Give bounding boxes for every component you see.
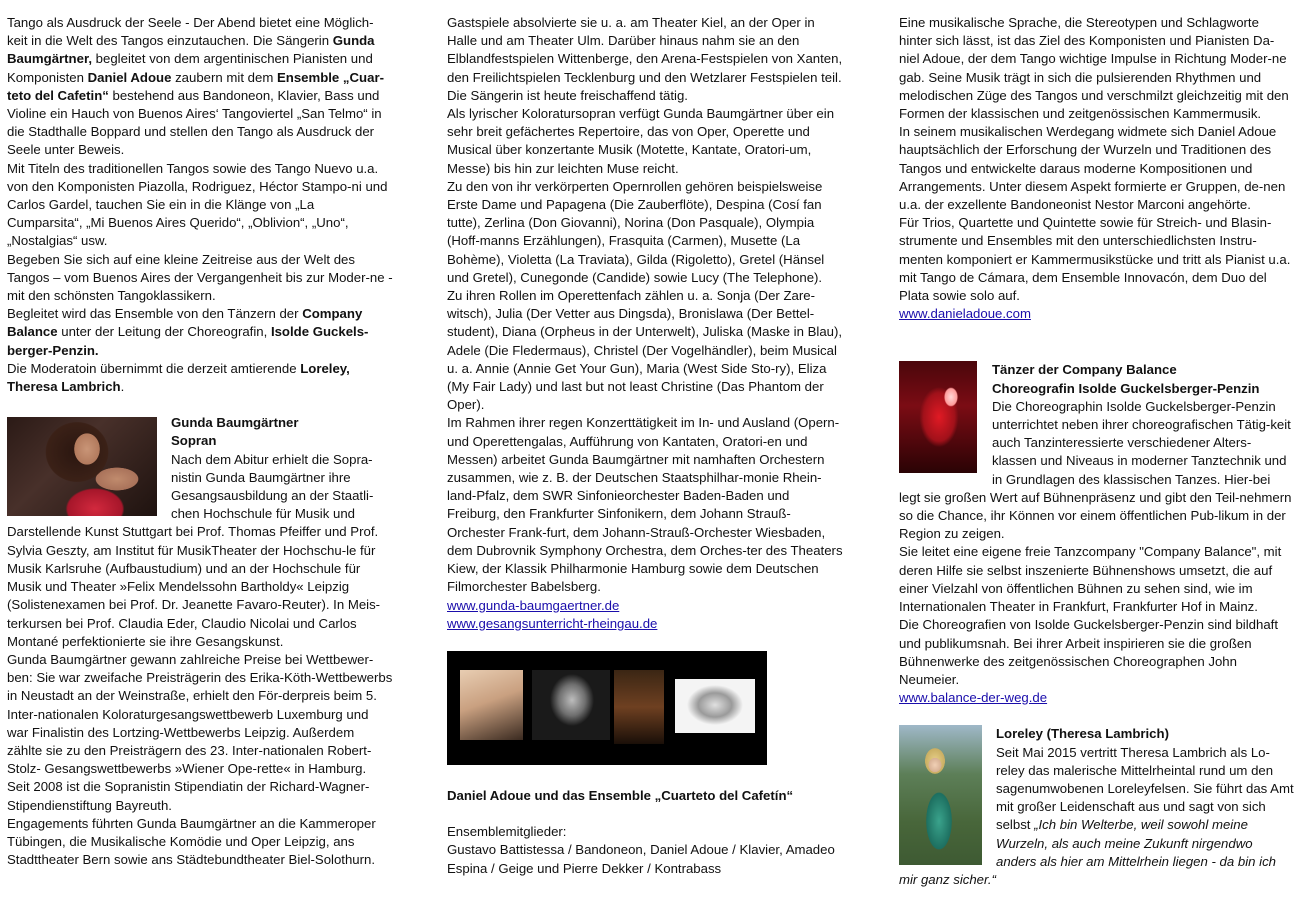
- singer-bio: [7, 414, 393, 869]
- column-left: [7, 14, 393, 869]
- adoue-compositions: Für Trios, Quartette und Quintette sowie für Streich- und Blasin-strumente und Ensembles mit den unterschiedlichsten Instru-menten komponiert er Kammermusikstücke und tritt als Pianist u.a. mit Tango de Cámara, dem Ensemble Innovacón, dem Duo del Plata sowie solo auf.: [899, 215, 1291, 304]
- bandoneon-player-photo: [460, 670, 523, 740]
- dance-heading-choreographer: Choreografin Isolde Guckelsberger-Penzin: [992, 380, 1260, 396]
- concert-activity: Im Rahmen ihrer regen Konzerttätigkeit im In- und Ausland (Opern- und Operettengalas, Aufführung von Kantaten, Oratori-en und Messen) arbeitet Gunda Baumgärtner mit namhaften Orchestern zusammen, wie z. B. der Deutschen Staatsphilhar-monie Rhein-land-Pfalz, dem SWR Sinfonieorchester Baden-Baden und Freiburg, den Frankfurter Sinfonikern, dem Johann Strauß-Orchester Frank-furt, dem Johann-Strauß-Orchester Wiesbaden, dem Dubrovnik Symphony Orchestra, dem Orches-ter des Theaters Kiew, der Klassik Philharmonie Hamburg sowie dem Deutschen Filmorchester Babelsberg.: [447, 415, 843, 595]
- intro-paragraph-moderation: Die Moderatoin übernimmt die derzeit amtierende Loreley, Theresa Lambrich.: [7, 360, 350, 395]
- adoue-bio-intro: Eine musikalische Sprache, die Stereotypen und Schlagworte hinter sich lässt, ist das Ziel des Komponisten und Pianisten Da-niel Adoue, der dem Tango wichtige Impulse in Richtung Moder-ne gab. Seine Musik trägt in sich die pulsierenden Rhythmen und melodischen Züge des Tangos und verschmilzt gleichzeitig mit den Formen der klassischen und zeitgenössischen Kammermusik.: [899, 15, 1289, 122]
- intro-paragraph-titles: Mit Titeln des traditionellen Tangos sowie des Tango Nuevo u.a. von den Komponisten Piazolla, Rodriguez, Héctor Stampo-ni und Carlos Gardel, tauchen Sie ein in die Klänge von „La Cumparsita“, „Mi Buenos Aires Querido“, „Oblivion“, „Uno“, „Nostalgias“ usw.: [7, 160, 388, 249]
- singer-website-link[interactable]: www.gunda-baumgaertner.de: [447, 597, 620, 613]
- singing-lessons-link[interactable]: www.gesangsunterricht-rheingau.de: [447, 615, 658, 631]
- loreley-heading: Loreley (Theresa Lambrich): [996, 726, 1169, 742]
- singer-bio-text: Nach dem Abitur erhielt die Sopra-nistin Gunda Baumgärtner ihre Gesangsausbildung an der Staatli-chen Hochschule für Musik und Darstellende Kunst Stuttgart bei Prof. Thomas Pfeiffer und Prof. Sylvia Geszty, am Institut für MusikTheater der Hochschu-le für Musik Karlsruhe (Aufbaustudium) und an der Hochschule für Musik und Theater »Felix Mendelssohn Bartholdy« Leipzig (Solistenexamen bei Prof. Dr. Jeanette Favaro-Reuter). In Meis-terkursen bei Prof. Claudia Eder, Claudio Nicolai und Carlos Montané perfektionierte sie ihre Gesangskunst.: [7, 451, 381, 649]
- singer-prizes: Gunda Baumgärtner gewann zahlreiche Preise bei Wettbewer-ben: Sie war zweifache Preisträgerin des Erika-Köth-Wettbewerbs in Neustadt an der Weinstraße, erhielt den För-derpreis beim 5. Inter-nationalen Koloraturgesangswettbewerb Luxemburg und war Finalistin des Lortzing-Wettbewerbs Leipzig. Außerdem zählte sie zu den Preisträgern des 23. Inter-nationalen Robert-Stolz- Gesangswettbewerbs »Wiener Ope-rette« in Hamburg.: [7, 651, 393, 777]
- singer-role: Sopran: [171, 433, 217, 449]
- repertoire: Als lyrischer Koloratursopran verfügt Gunda Baumgärtner über ein sehr breit gefächertes Repertoire, das von Oper, Operette und Musical über konzertante Musik (Motette, Kantate, Oratori-um, Messe) bis hin zur leichten Muse reicht.: [447, 106, 835, 176]
- dance-bio: [899, 361, 1294, 707]
- loreley-quote: „Ich bin Welterbe, weil sowohl meine Wurzeln, als auch meine Zukunft nirgendwo anders als hier am Mittelrhein liegen - da bin ich mir ganz sicher.“: [899, 817, 1277, 887]
- ensemble-photo-strip: [447, 651, 767, 765]
- guest-performances: Gastspiele absolvierte sie u. a. am Theater Kiel, an der Oper in Halle und am Theater Ulm. Darüber hinaus nahm sie an den Elblandfestspielen Wittenberge, den Arena-Festspielen von Xanten, den Freilichtspielen Tecklenburg und den Wetzlarer Festspielen teil. Die Sängerin ist heute freischaffend tätig.: [447, 15, 843, 103]
- intro-paragraph: Tango als Ausdruck der Seele - Der Abend bietet eine Möglich-keit in die Welt des Tangos einzutauchen. Die Sängerin Gunda Baumgärtner, begleitet von dem argentinischen Pianisten und Komponisten Daniel Adoue zaubern mit dem Ensemble „Cuar-teto del Cafetin“ bestehend aus Bandoneon, Klavier, Bass und Violine ein Hauch von Buenos Aires‘ Tangoviertel „San Telmo“ in die Stadthalle Boppard und stellen den Tango als Ausdruck der Seele unter Beweis.: [7, 15, 384, 158]
- singer-name: Gunda Baumgärtner: [171, 415, 299, 431]
- singer-scholarship: Seit 2008 ist die Sopranistin Stipendiatin der Richard-Wagner-Stipendienstiftung Bayreuth.: [7, 779, 370, 813]
- adoue-website-link[interactable]: www.danieladoue.com: [899, 306, 1031, 322]
- company-bio: Sie leitet eine eigene freie Tanzcompany "Company Balance", mit deren Hilfe sie selbst inszenierte Bühnenshows umsetzt, die auf einer Vielzahl von öffentlichen Bühnen zu sehen sind, wie im Internationalen Theater in Frankfurt, Frankfurter Hof in Mainz.: [899, 544, 1282, 615]
- balance-website-link[interactable]: www.balance-der-weg.de: [899, 690, 1048, 706]
- adoue-career: In seinem musikalischen Werdegang widmete sich Daniel Adoue hauptsächlich der Erforschung der Wurzeln und Traditionen des Tangos und entwickelte daraus moderne Kompositionen und Arrangements. Unter diesem Aspekt formierte er Gruppen, de-nen u.a. der exzellente Bandoneonist Nestor Marconi angehörte.: [899, 124, 1286, 213]
- members-list: Gustavo Battistessa / Bandoneon, Daniel Adoue / Klavier, Amadeo Espina / Geige und Pierre Dekker / Kontrabass: [447, 842, 835, 876]
- choreographer-bio: Die Choreographin Isolde Guckelsberger-Penzin unterrichtet neben ihrer choreografischen Tätig-keit auch Tanzinteressierte verschiedener Alters-klassen und Niveaus in moderner Tanztechnik und in Grundlagen des klassischen Tanzes. Hier-bei legt sie großen Wert auf Bühnenpräsenz und gibt den Teil-nehmern so die Chance, ihr Können vor einem öffentlichen Pub-likum in der Region zu zeigen.: [899, 398, 1292, 542]
- singer-photo: [7, 417, 157, 516]
- pianist-photo: [532, 670, 610, 740]
- singer-engagements: Engagements führten Gunda Baumgärtner an die Kammeroper Tübingen, die Musikalische Komödie und Oper Leipzig, ans Stadttheater Bern sowie ans Städtebundtheater Biel-Solothurn.: [7, 815, 376, 868]
- column-right: [899, 14, 1294, 889]
- bassist-photo: [675, 679, 755, 733]
- dance-heading-company: Tänzer der Company Balance: [992, 362, 1177, 378]
- loreley-photo: [899, 725, 982, 865]
- opera-roles: Zu den von ihr verkörperten Opernrollen gehören beispielsweise Erste Dame und Papagena (Die Zauberflöte), Despina (Cosí fan tutte), Zerlina (Don Giovanni), Norina (Don Pasquale), Olympia (Hoff-manns Erzählungen), Frasquita (Carmen), Musette (La Bohème), Violetta (La Traviata), Gilda (Rigoletto), Gretel (Hänsel und Gretel), Cunegonde (Candide) sowie Lucy (The Telephone).: [447, 178, 825, 285]
- operetta-roles: Zu ihren Rollen im Operettenfach zählen u. a. Sonja (Der Zare-witsch), Julia (Der Vetter aus Dingsda), Bronislawa (Der Bettel-student), Diana (Orpheus in der Unterwelt), Juliska (Maske in Blau), Adele (Die Fledermaus), Christel (Der Vogelhändler), beim Musical u. a. Annie (Annie Get Your Gun), Maria (West Side Sto-ry), Eliza (My Fair Lady) und last but not least Christine (Das Phantom der Oper).: [447, 288, 843, 413]
- violinist-photo: [614, 670, 664, 744]
- column-middle: [447, 14, 843, 878]
- dancer-photo: [899, 361, 977, 473]
- loreley-text: Seit Mai 2015 vertritt Theresa Lambrich als Lo-reley das malerische Mittelrheintal rund um den sagenumwobenen Loreleyfelsen. Sie führt das Amt mit großer Leidenschaft aus und sagt von sich selbst „Ich bin Welterbe, weil sowohl meine Wurzeln, als auch meine Zukunft nirgendwo anders als hier am Mittelrhein liegen - da bin ich mir ganz sicher.“: [899, 744, 1294, 887]
- intro-paragraph-zeitreise: Begeben Sie sich auf eine kleine Zeitreise aus der Welt des Tangos – vom Buenos Aires der Vergangenheit bis zur Moder-ne - mit den schönsten Tangoklassikern.: [7, 251, 393, 304]
- members-label: Ensemblemitglieder:: [447, 824, 567, 840]
- loreley-bio: [899, 725, 1294, 889]
- ensemble-title: Daniel Adoue und das Ensemble „Cuarteto del Cafetín“: [447, 787, 794, 803]
- choreography-style: Die Choreografien von Isolde Guckelsberger-Penzin sind bildhaft und publikumsnah. Bei ihrer Arbeit inspirieren sie die großen Bühnenwerke des zeitgenössischen Choreographen John Neumeier.: [899, 617, 1278, 687]
- intro-paragraph-company: Begleitet wird das Ensemble von den Tänzern der Company Balance unter der Leitung der Choreografin, Isolde Guckels-berger-Penzin.: [7, 306, 369, 358]
